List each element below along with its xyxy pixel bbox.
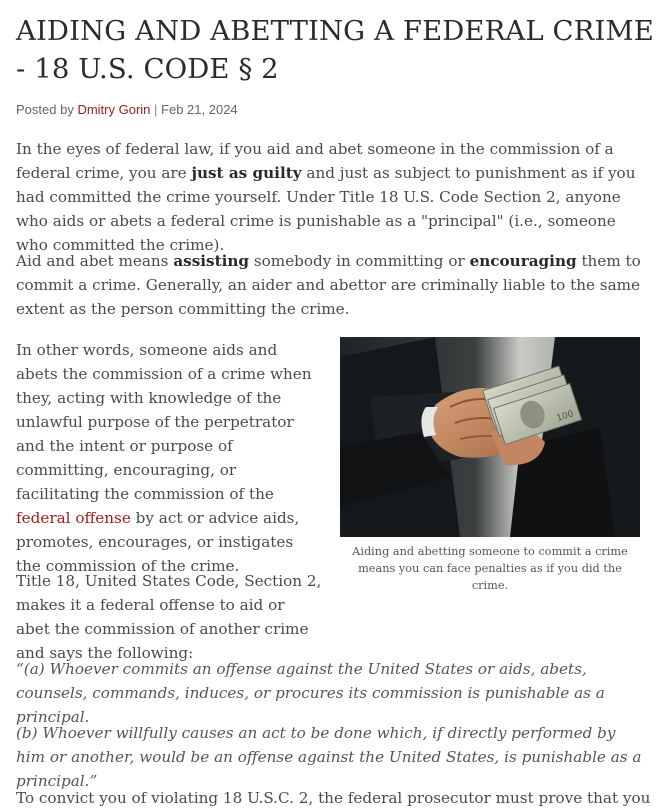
- p1-bold-just-as-guilty: just as guilty: [191, 164, 302, 182]
- p2-bold-assisting: assisting: [173, 252, 250, 270]
- banknote-label: 100: [555, 409, 575, 424]
- p2-text-e: them to commit a crime. Generally, an aider and abettor are criminally liable to the same extent as the person committing the crime.: [16, 252, 641, 318]
- post-meta: [16, 102, 238, 117]
- p1-text-c: and just as subject to punishment as if you had committed the crime yourself. Under Title 18 U.S. Code Section 2, anyone who aids or abets a federal crime is punishable as a "principal" (i.e., someone who committed the crime).: [16, 164, 636, 254]
- other-words-paragraph: [16, 338, 322, 578]
- quote-b: (b) Whoever willfully causes an act to be done which, if directly performed by him or another, would be an offense against the United States, is punishable as a principal.”: [16, 724, 642, 790]
- definition-paragraph: [16, 249, 646, 321]
- p2-text-a: Aid and abet means: [16, 252, 174, 270]
- conviction-paragraph: To convict you of violating 18 U.S.C. 2, the federal prosecutor must prove that you: [16, 789, 651, 807]
- p4-text: Title 18, United States Code, Section 2, makes it a federal offense to aid or abet the commission of another crime and says the following:: [16, 572, 322, 662]
- page-title: AIDING AND ABETTING A FEDERAL CRIME - 18 U.S. CODE § 2: [16, 15, 654, 85]
- author-link[interactable]: Dmitry Gorin: [77, 102, 151, 117]
- intro-paragraph: [16, 137, 642, 257]
- post-date: Feb 21, 2024: [161, 102, 238, 117]
- handshake-figure: [340, 337, 640, 594]
- p2-text-c: somebody in committing or: [249, 252, 470, 270]
- p3-text-a: In other words, someone aids and abets the commission of a crime when they, acting with knowledge of the unlawful purpose of the perpetrator and the intent or purpose of committing, encouraging, or facilitating the commission of the: [16, 341, 312, 503]
- title18-paragraph: [16, 569, 322, 665]
- federal-offense-link[interactable]: federal offense: [16, 509, 131, 527]
- posted-by-label: Posted by: [16, 102, 74, 117]
- meta-separator: |: [154, 102, 158, 117]
- p1-text-a: In the eyes of federal law, if you aid and abet someone in the commission of a federal crime, you are: [16, 140, 614, 182]
- handshake-money-photo: [340, 337, 640, 537]
- p3-text-b: by act or advice aids, promotes, encourages, or instigates the commission of the crime.: [16, 509, 300, 575]
- p2-bold-encouraging: encouraging: [469, 252, 577, 270]
- figure-caption: Aiding and abetting someone to commit a crime means you can face penalties as if you did the crime.: [352, 545, 628, 592]
- quote-a: “(a) Whoever commits an offense against the United States or aids, abets, counsels, commands, induces, or procures its commission is punishable as a principal.: [16, 660, 605, 726]
